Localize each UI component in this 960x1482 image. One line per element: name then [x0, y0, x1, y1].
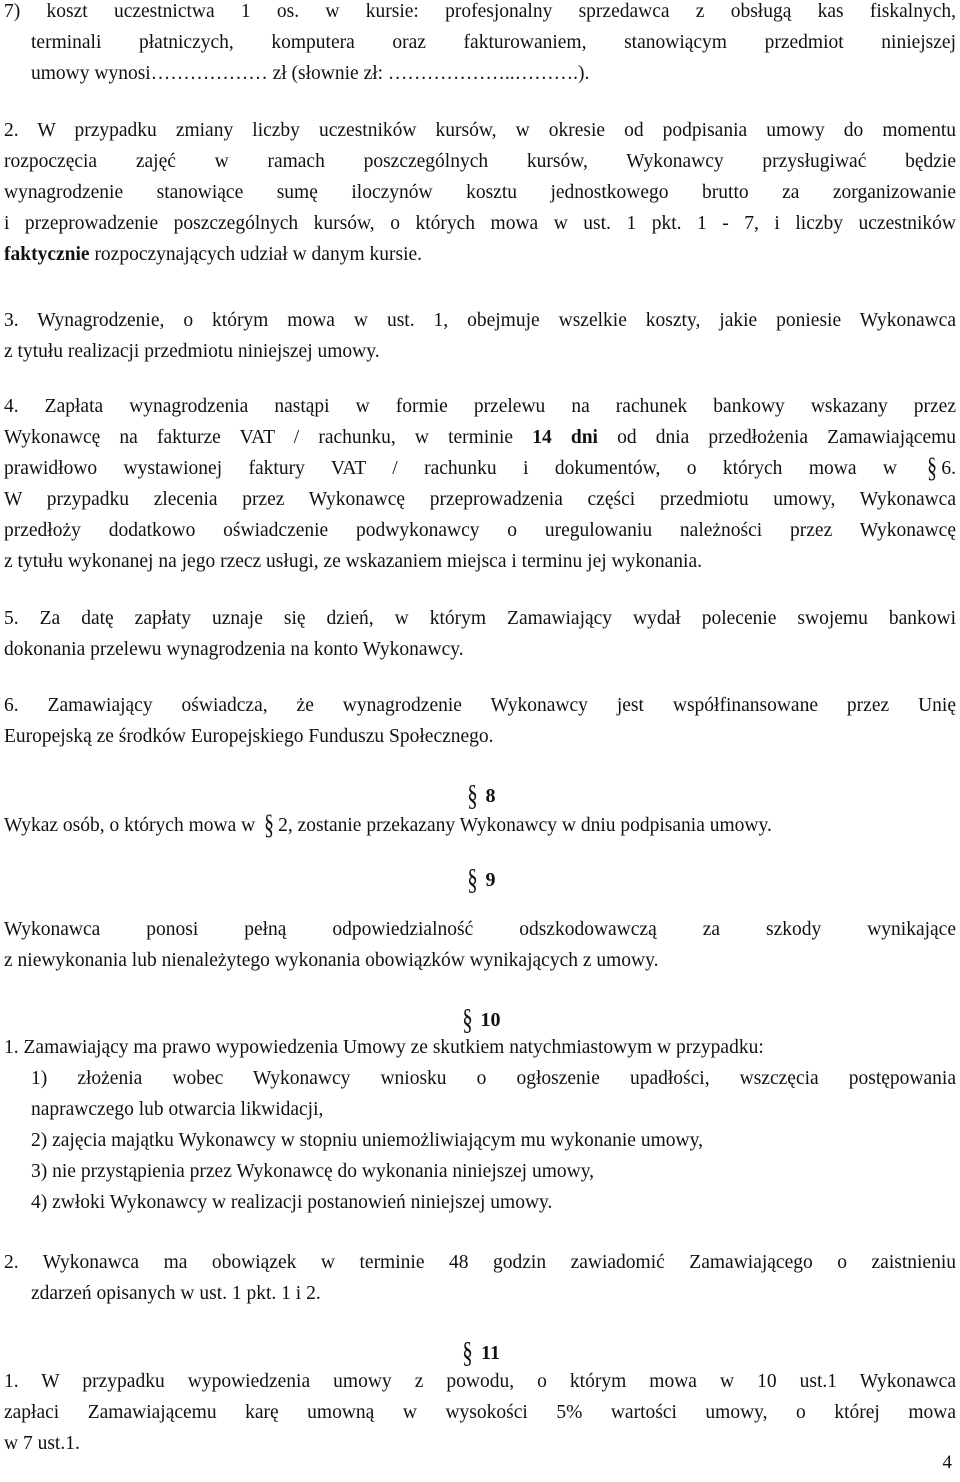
- text-line: 2. W przypadku zmiany liczby uczestników kursów, w okresie od podpisania umowy do momentu: [4, 120, 956, 141]
- bold-text: faktycznie: [4, 244, 90, 265]
- item-7-paragraph: [4, 0, 956, 89]
- text-line: przedłoży dodatkowo oświadczenie podwykonawcy o uregulowaniu należności przez Wykonawcę: [4, 520, 956, 541]
- text-line: z niewykonania lub nienależytego wykonania obowiązków wynikających z umowy.: [4, 950, 659, 971]
- text-line: [4, 422, 956, 453]
- text-span: prawidłowo wystawionej faktury VAT / rachunku i dokumentów, o których mowa w: [4, 458, 924, 479]
- text-line: i przeprowadzenie poszczególnych kursów, o których mowa w ust. 1 pkt. 1 - 7, i liczby uczestników: [4, 213, 956, 234]
- paragraph-5: [4, 603, 956, 665]
- section-number: 10: [480, 1009, 501, 1031]
- text-line: [4, 810, 956, 841]
- section-10-text: [4, 1032, 956, 1218]
- section-9-text: [4, 914, 956, 976]
- bold-text: 14 dni: [532, 427, 598, 448]
- text-line: dokonania przelewu wynagrodzenia na konto Wykonawcy.: [4, 639, 464, 660]
- section-sign: §: [264, 810, 274, 841]
- section-number: 8: [485, 785, 496, 807]
- text-line: 7) koszt uczestnictwa 1 os. w kursie: profesjonalny sprzedawca z obsługą kas fiskalnych,: [4, 1, 956, 22]
- paragraph-6: [4, 690, 956, 752]
- paragraph-4: [4, 391, 956, 577]
- text-span: 2, zostanie przekazany Wykonawcy w dniu podpisania umowy.: [278, 815, 772, 836]
- text-span: Wykaz osób, o których mowa w: [4, 815, 261, 836]
- text-span: Wykonawcę na fakturze VAT / rachunku, w terminie: [4, 427, 533, 448]
- text-line: Wykonawca ponosi pełną odpowiedzialność odszkodowawczą za szkody wynikające: [4, 919, 956, 940]
- section-sign: §: [462, 1336, 473, 1369]
- text-line: 6. Zamawiający oświadcza, że wynagrodzenie Wykonawcy jest współfinansowane przez Unię: [4, 695, 956, 716]
- section-11-text: [4, 1366, 956, 1459]
- text-line: w 7 ust.1.: [4, 1433, 80, 1454]
- text-line: 1. Zamawiający ma prawo wypowiedzenia Umowy ze skutkiem natychmiastowym w przypadku:: [4, 1037, 764, 1058]
- text-line: umowy wynosi……………… zł (słownie zł: ………………..……….).: [31, 63, 590, 84]
- text-line: 1. W przypadku wypowiedzenia umowy z powodu, o którym mowa w 10 ust.1 Wykonawca: [4, 1371, 956, 1392]
- section-heading-8: [0, 778, 960, 814]
- text-line: z tytułu realizacji przedmiotu niniejszej umowy.: [4, 341, 380, 362]
- text-line: [4, 239, 956, 270]
- text-span: od dnia przedłożenia Zamawiającemu: [597, 427, 956, 448]
- text-line: 3) nie przystąpienia przez Wykonawcę do wykonania niniejszej umowy,: [31, 1161, 595, 1182]
- section-heading-9: [0, 862, 960, 898]
- text-line: zapłaci Zamawiającemu karę umowną w wysokości 5% wartości umowy, o której mowa: [4, 1402, 956, 1423]
- paragraph-2: [4, 115, 956, 270]
- section-sign: §: [466, 863, 478, 896]
- section-number: 9: [485, 869, 496, 891]
- text-line: 3. Wynagrodzenie, o którym mowa w ust. 1, obejmuje wszelkie koszty, jakie poniesie Wykonawca: [4, 310, 956, 331]
- section-sign: §: [466, 779, 478, 812]
- text-line: 2) zajęcia majątku Wykonawcy w stopniu uniemożliwiającym mu wykonanie umowy,: [31, 1130, 703, 1151]
- text-line: naprawczego lub otwarcia likwidacji,: [31, 1099, 324, 1120]
- page-number: 4: [942, 1452, 952, 1473]
- section-10-paragraph-2: [4, 1247, 956, 1309]
- text-line: 5. Za datę zapłaty uznaje się dzień, w którym Zamawiający wydał polecenie swojemu bankowi: [4, 608, 956, 629]
- text-line: zdarzeń opisanych w ust. 1 pkt. 1 i 2.: [31, 1283, 321, 1304]
- text-line: Europejską ze środków Europejskiego Funduszu Społecznego.: [4, 726, 494, 747]
- text-line: z tytułu wykonanej na jego rzecz usługi, ze wskazaniem miejsca i terminu jej wykonania.: [4, 551, 702, 572]
- section-8-text: [4, 810, 956, 841]
- text-line: W przypadku zlecenia przez Wykonawcę przeprowadzenia części przedmiotu umowy, Wykonawca: [4, 489, 956, 510]
- section-number: 11: [481, 1342, 500, 1364]
- paragraph-3: [4, 305, 956, 367]
- text-line: wynagrodzenie stanowiące sumę iloczynów kosztu jednostkowego brutto za zorganizowanie: [4, 182, 956, 203]
- text-line: rozpoczęcia zajęć w ramach poszczególnych kursów, Wykonawcy przysługiwać będzie: [4, 151, 956, 172]
- text-line: 2. Wykonawca ma obowiązek w terminie 48 godzin zawiadomić Zamawiającego o zaistnieniu: [4, 1252, 956, 1273]
- text-line: [4, 453, 956, 484]
- text-span: rozpoczynających udział w danym kursie.: [89, 244, 423, 265]
- text-line: 1) złożenia wobec Wykonawcy wniosku o ogłoszenie upadłości, wszczęcia postępowania: [31, 1068, 956, 1089]
- section-sign: §: [927, 453, 938, 484]
- text-span: 6.: [941, 458, 956, 479]
- text-line: 4) zwłoki Wykonawcy w realizacji postanowień niniejszej umowy.: [31, 1192, 553, 1213]
- text-line: terminali płatniczych, komputera oraz fakturowaniem, stanowiącym przedmiot niniejszej: [31, 32, 956, 53]
- text-line: 4. Zapłata wynagrodzenia nastąpi w formie przelewu na rachunek bankowy wskazany przez: [4, 396, 956, 417]
- section-sign: §: [461, 1003, 473, 1036]
